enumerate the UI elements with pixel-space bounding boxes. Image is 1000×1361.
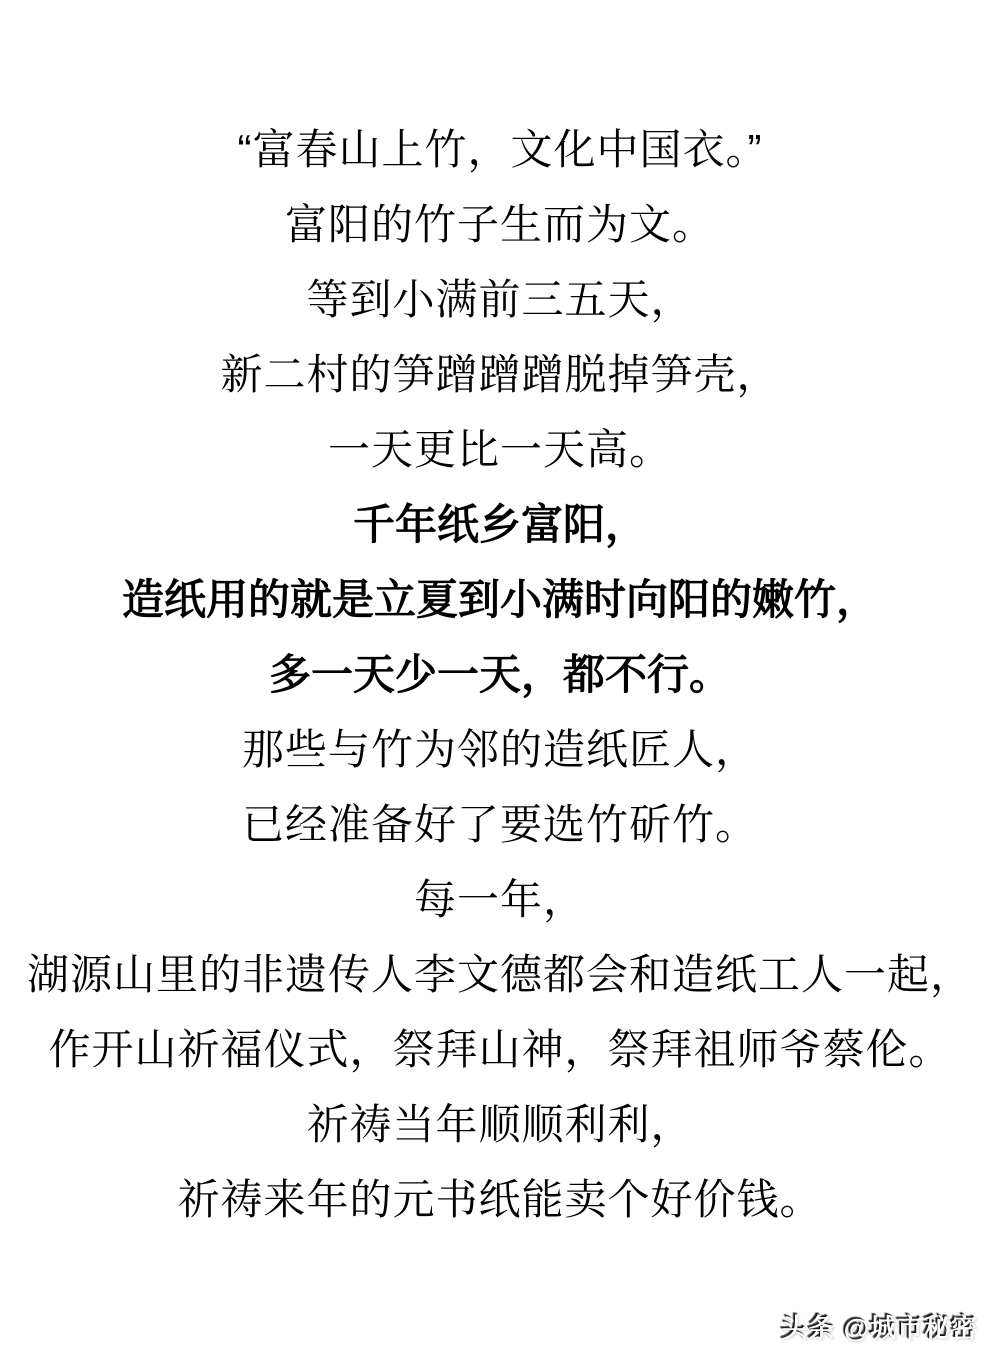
- article-lines: [0, 112, 1000, 1237]
- text-line: 每一年，: [413, 876, 586, 923]
- text-line: 千年纸乡富阳，: [352, 501, 647, 548]
- text-line: 造纸用的就是立夏到小满时向阳的嫩竹，: [121, 576, 878, 623]
- text-line: 富阳的竹子生而为文。: [284, 201, 715, 248]
- text-line: 作开山祈福仪式，祭拜山神，祭拜祖师爷蔡伦。: [48, 1026, 952, 1073]
- text-line: 祈祷来年的元书纸能卖个好价钱。: [177, 1176, 823, 1223]
- watermark-toutiao: 头条 @城市秘密: [781, 1313, 978, 1343]
- text-line: 已经准备好了要选竹斫竹。: [241, 801, 758, 848]
- text-line: 等到小满前三五天，: [306, 276, 694, 323]
- text-line: 那些与竹为邻的造纸匠人，: [241, 726, 758, 773]
- text-line: 新二村的笋蹭蹭蹭脱掉笋壳，: [220, 351, 780, 398]
- text-line: “富春山上竹，文化中国衣。”: [237, 126, 763, 173]
- text-line: 一天更比一天高。: [327, 426, 672, 473]
- text-line: 祈祷当年顺顺利利，: [306, 1101, 694, 1148]
- text-line: 多一天少一天，都不行。: [268, 651, 731, 698]
- text-line: 湖源山里的非遗传人李文德都会和造纸工人一起，: [26, 951, 973, 998]
